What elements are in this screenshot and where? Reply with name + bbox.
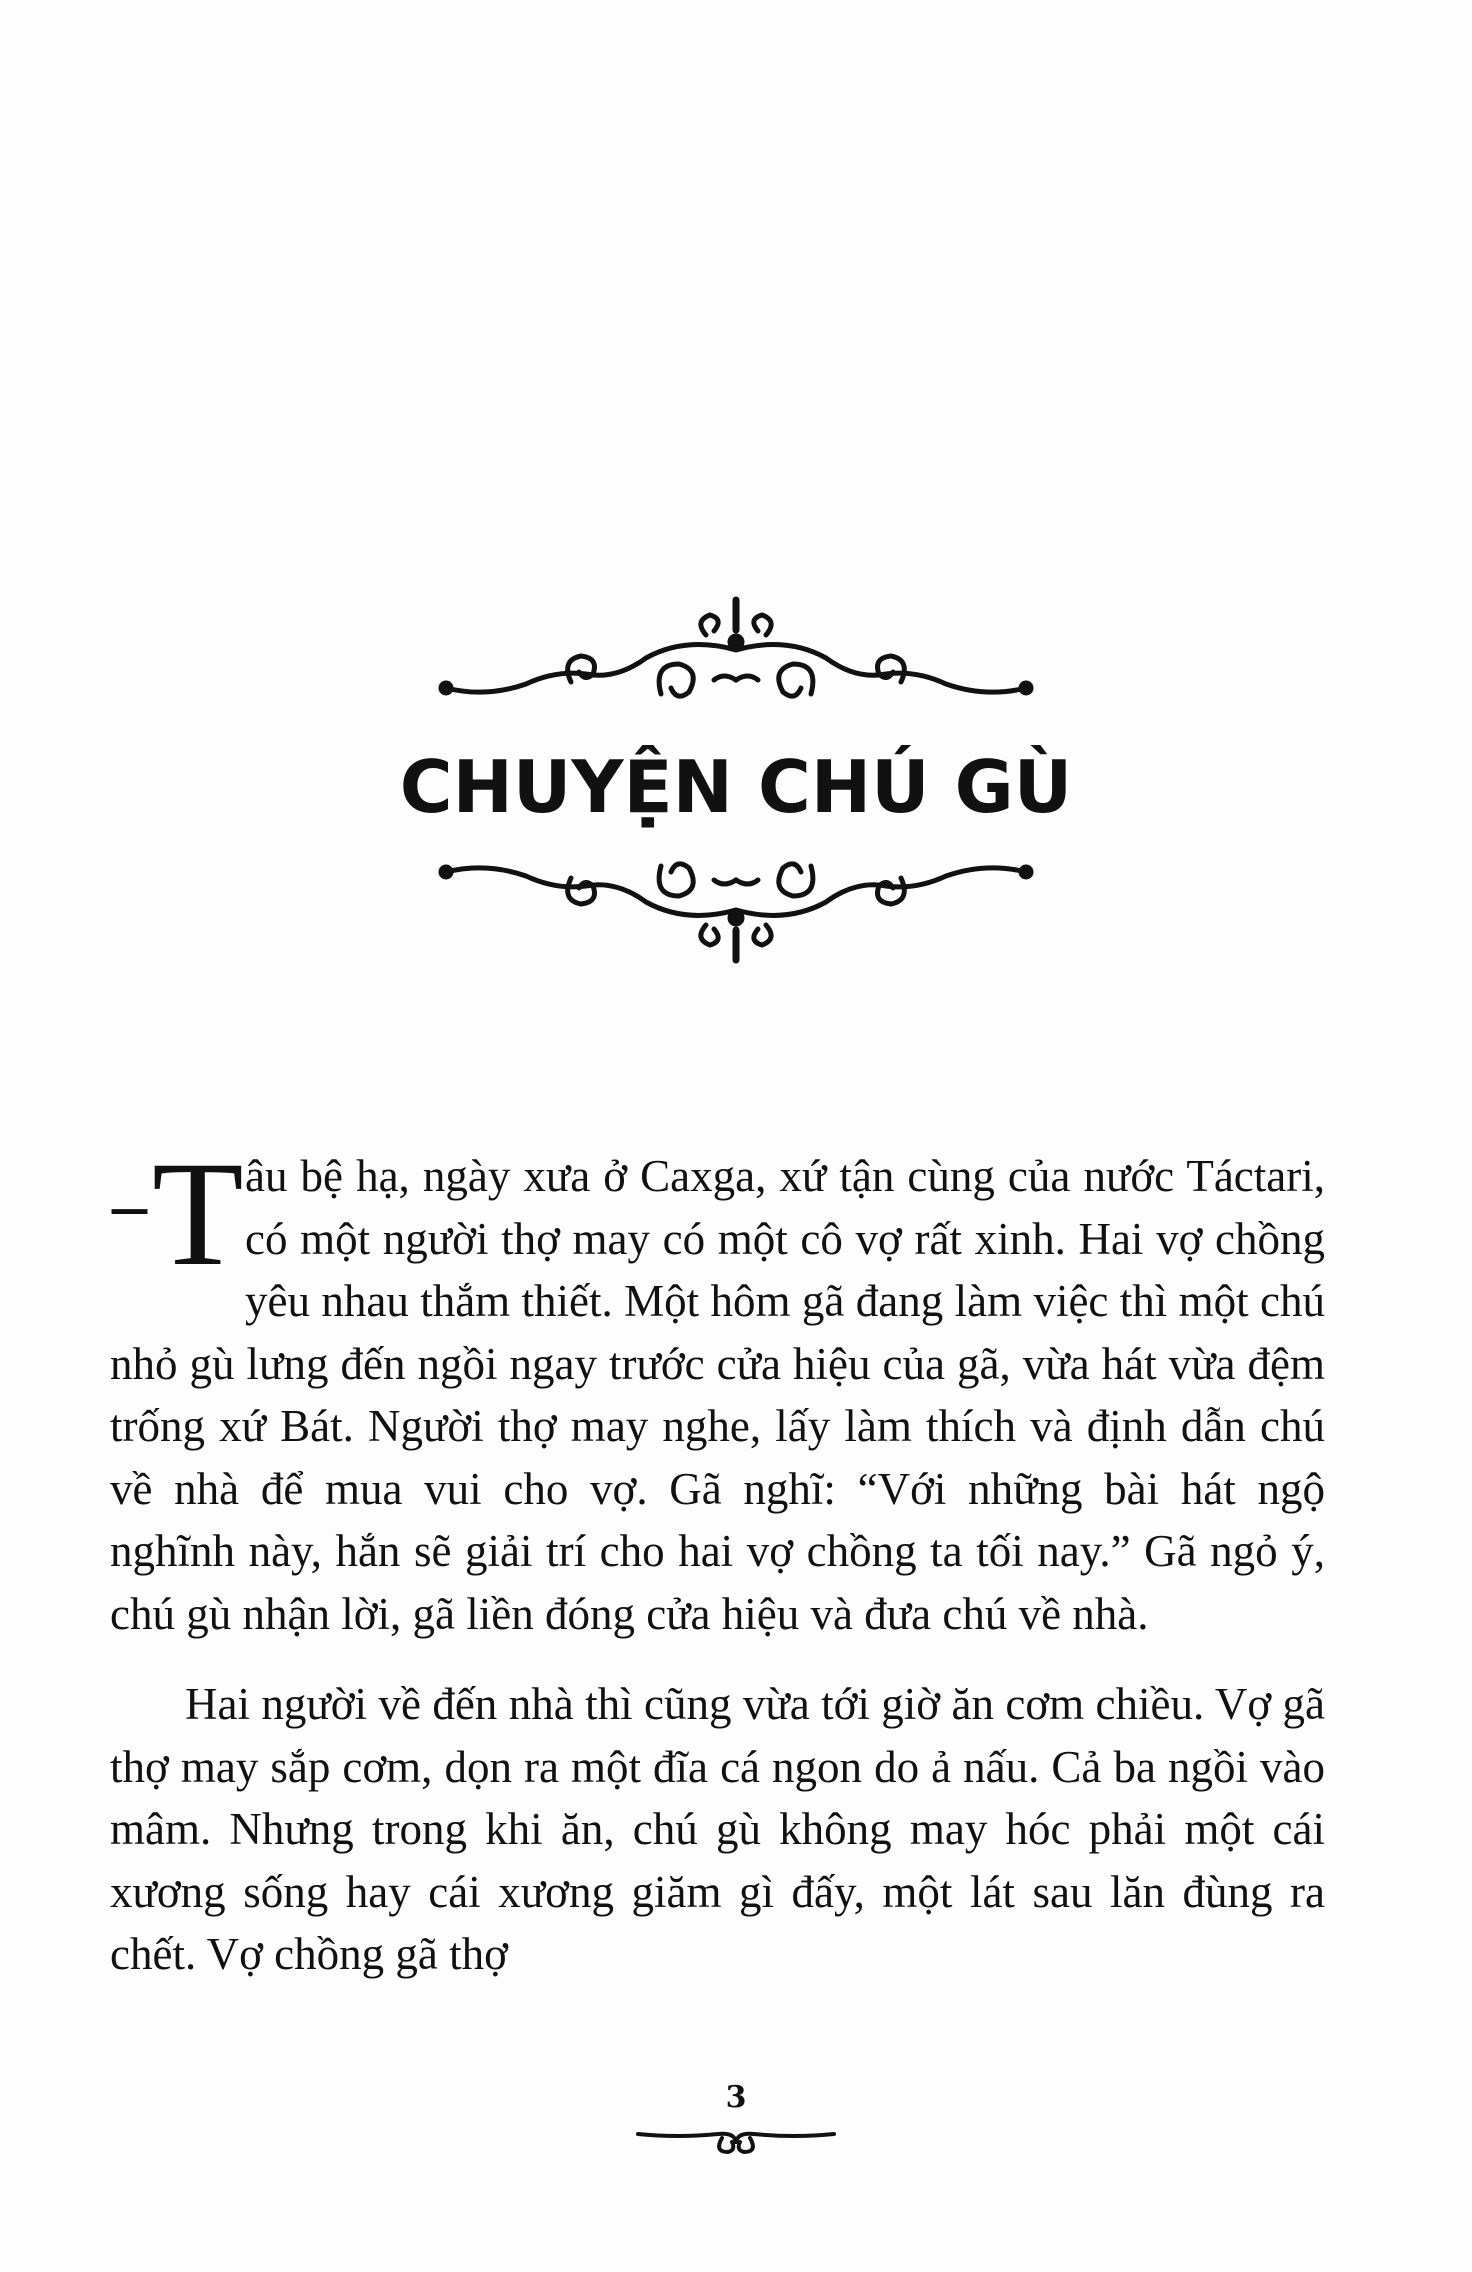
drop-cap-letter: T [152, 1131, 244, 1297]
flourish-ornament-icon [436, 590, 1036, 720]
paragraph-2: Hai người về đến nhà thì cũng vừa tới giờ ăn cơm chiều. Vợ gã thợ may sắp cơm, dọn ra một đĩa cá ngon do ả nấu. Cả ba ngồi vào mâm. Nhưng trong khi ăn, chú gù không may hóc phải một cái xương sống hay cái xương giăm gì đấy, một lát sau lăn đùng ra chết. Vợ chồng gã thợ [110, 1679, 1325, 1979]
paragraph-1-text: âu bệ hạ, ngày xưa ở Caxga, xứ tận cùng của nước Táctari, có một người thợ may có một cô vợ rất xinh. Hai vợ chồng yêu nhau thắm thiết. Một hôm gã đang làm việc thì một chú nhỏ gù lưng đến ngồi ngay trước cửa hiệu của gã, vừa hát vừa đệm trống xứ Bát. Người thợ may nghe, lấy làm thích và định dẫn chú về nhà để mua vui cho vợ. Gã nghĩ: “Với những bài hát ngộ nghĩnh này, hắn sẽ giải trí cho hai vợ chồng ta tối nay.” Gã ngỏ ý, chú gù nhận lời, gã liền đóng cửa hiệu và đưa chú về nhà. [110, 1151, 1325, 1639]
drop-cap [110, 1131, 244, 1297]
chapter-body [110, 1131, 1325, 1986]
page-number: 3 [725, 2080, 747, 2115]
drop-cap-dash: – [112, 1167, 147, 1244]
small-flourish-icon [630, 2112, 842, 2162]
paragraph-1 [110, 1131, 1325, 1645]
flourish-ornament-icon [436, 840, 1036, 970]
chapter-title: CHUYỆN CHÚ GÙ [399, 745, 1073, 829]
